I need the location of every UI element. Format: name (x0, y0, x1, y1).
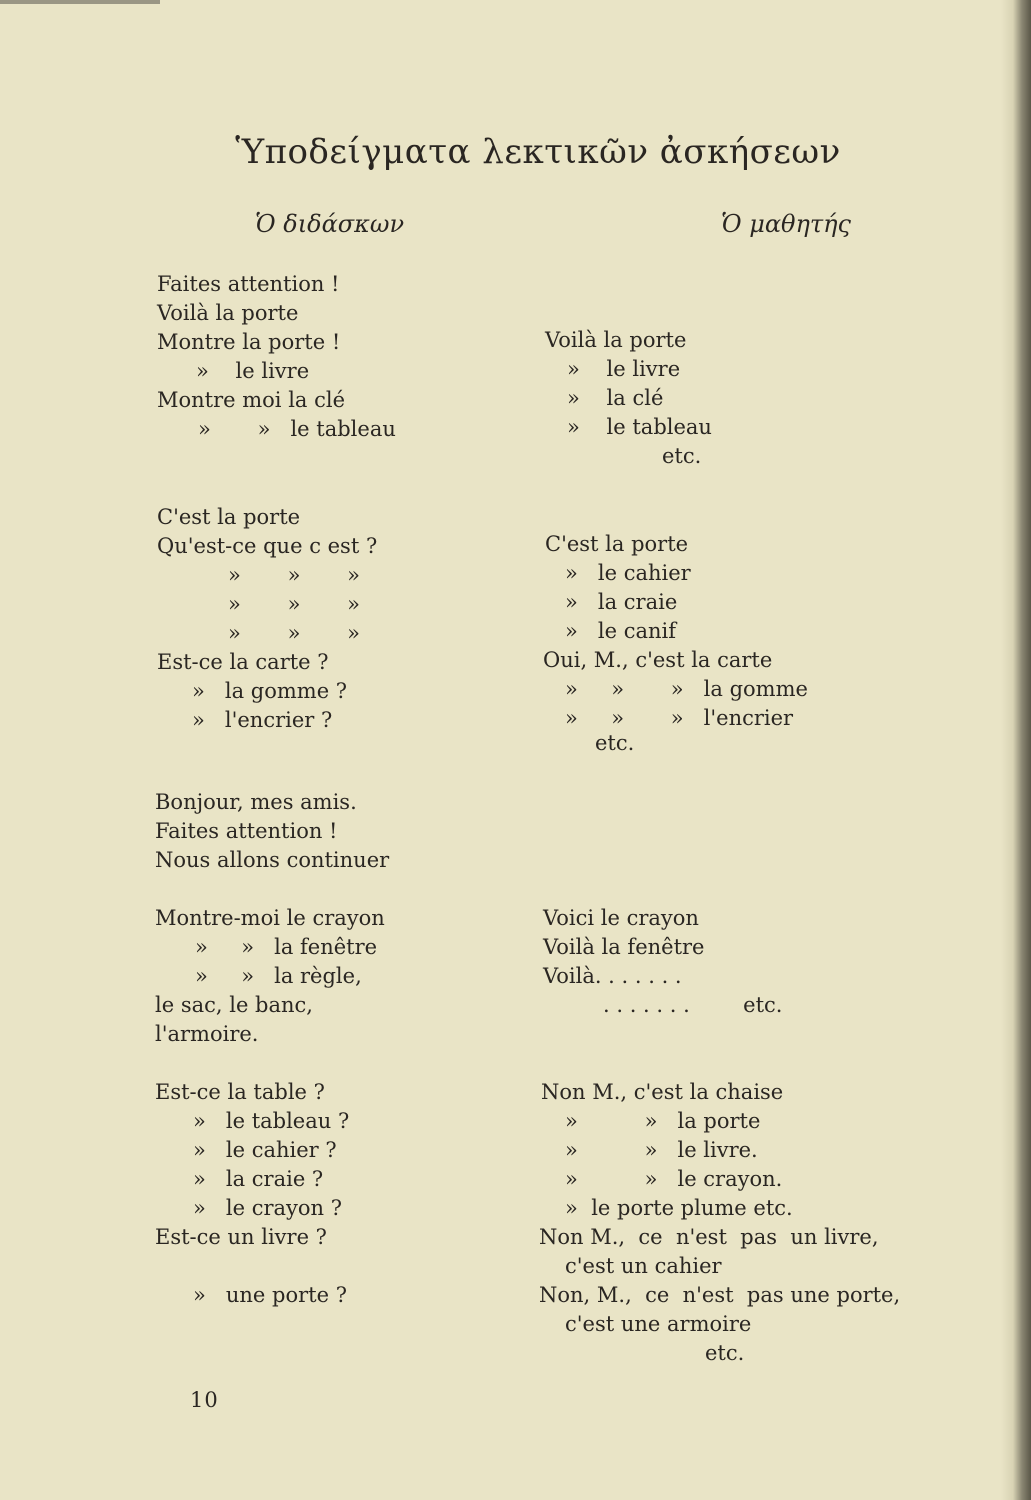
student-line: Voilà. . . . . . . (543, 964, 682, 988)
student-line: Non M., ce n'est pas un livre, (539, 1225, 879, 1249)
student-line: » » » la gomme (565, 677, 808, 701)
teacher-line: le sac, le banc, (155, 993, 313, 1017)
column-heading-student: Ὁ μαθητής (721, 210, 851, 238)
page-edge-shadow (1001, 0, 1031, 1500)
student-line: » » » l'encrier (565, 706, 794, 730)
student-line: Voici le crayon (543, 906, 699, 930)
student-line: etc. (595, 731, 635, 755)
student-line: » le livre (567, 357, 681, 381)
student-line: c'est un cahier (565, 1254, 722, 1278)
teacher-line: Est-ce la table ? (155, 1080, 325, 1104)
student-line: » » le livre. (565, 1138, 758, 1162)
student-line: Voilà la fenêtre (543, 935, 705, 959)
teacher-line: C'est la porte (157, 505, 301, 529)
student-line: » » le crayon. (565, 1167, 783, 1191)
teacher-line: » » le tableau (198, 417, 396, 441)
teacher-line: Qu'est-ce que c est ? (157, 534, 378, 558)
teacher-line: » le livre (196, 359, 310, 383)
teacher-line: » la craie ? (193, 1167, 324, 1191)
teacher-line: l'armoire. (155, 1022, 259, 1046)
student-line: » la clé (567, 386, 664, 410)
teacher-line: Montre la porte ! (157, 330, 341, 354)
teacher-line: » le tableau ? (193, 1109, 350, 1133)
student-line: » le porte plume etc. (565, 1196, 793, 1220)
teacher-line: » le crayon ? (193, 1196, 342, 1220)
teacher-line: » » la règle, (195, 964, 362, 988)
teacher-line: Nous allons continuer (155, 848, 390, 872)
teacher-line: Montre-moi le crayon (155, 906, 385, 930)
student-line: Oui, M., c'est la carte (543, 648, 773, 672)
student-line: C'est la porte (545, 532, 689, 556)
student-line: Non M., c'est la chaise (541, 1080, 784, 1104)
student-line: Voilà la porte (545, 328, 687, 352)
teacher-line: Est-ce un livre ? (155, 1225, 327, 1249)
teacher-line: Montre moi la clé (157, 388, 346, 412)
student-line: Non, M., ce n'est pas une porte, (539, 1283, 901, 1307)
page-number: 10 (190, 1388, 219, 1412)
column-heading-teacher: Ὁ διδάσκων (255, 210, 405, 238)
teacher-line: » le cahier ? (193, 1138, 337, 1162)
student-line: » le tableau (567, 415, 712, 439)
teacher-line: » l'encrier ? (192, 708, 333, 732)
student-line: » le cahier (565, 561, 691, 585)
teacher-line: Bonjour, mes amis. (155, 790, 357, 814)
teacher-line: Est-ce la carte ? (157, 650, 329, 674)
student-line: etc. (662, 444, 702, 468)
teacher-line: » la gomme ? (192, 679, 348, 703)
teacher-line: Faites attention ! (155, 819, 338, 843)
student-line: » le canif (565, 619, 676, 643)
page-top-shadow (0, 0, 160, 4)
teacher-line: Faites attention ! (157, 272, 340, 296)
teacher-line: » » la fenêtre (195, 935, 378, 959)
student-line: c'est une armoire (565, 1312, 752, 1336)
student-line: . . . . . . . etc. (603, 993, 783, 1017)
teacher-line: » une porte ? (193, 1283, 347, 1307)
student-line: etc. (705, 1341, 745, 1365)
teacher-line: Voilà la porte (157, 301, 299, 325)
page-title: Ὑποδείγματα λεκτικῶν ἀσκήσεων (235, 132, 841, 172)
teacher-line: » » » (228, 621, 360, 645)
teacher-line: » » » (228, 563, 360, 587)
teacher-line: » » » (228, 592, 360, 616)
student-line: » la craie (565, 590, 678, 614)
student-line: » » la porte (565, 1109, 761, 1133)
